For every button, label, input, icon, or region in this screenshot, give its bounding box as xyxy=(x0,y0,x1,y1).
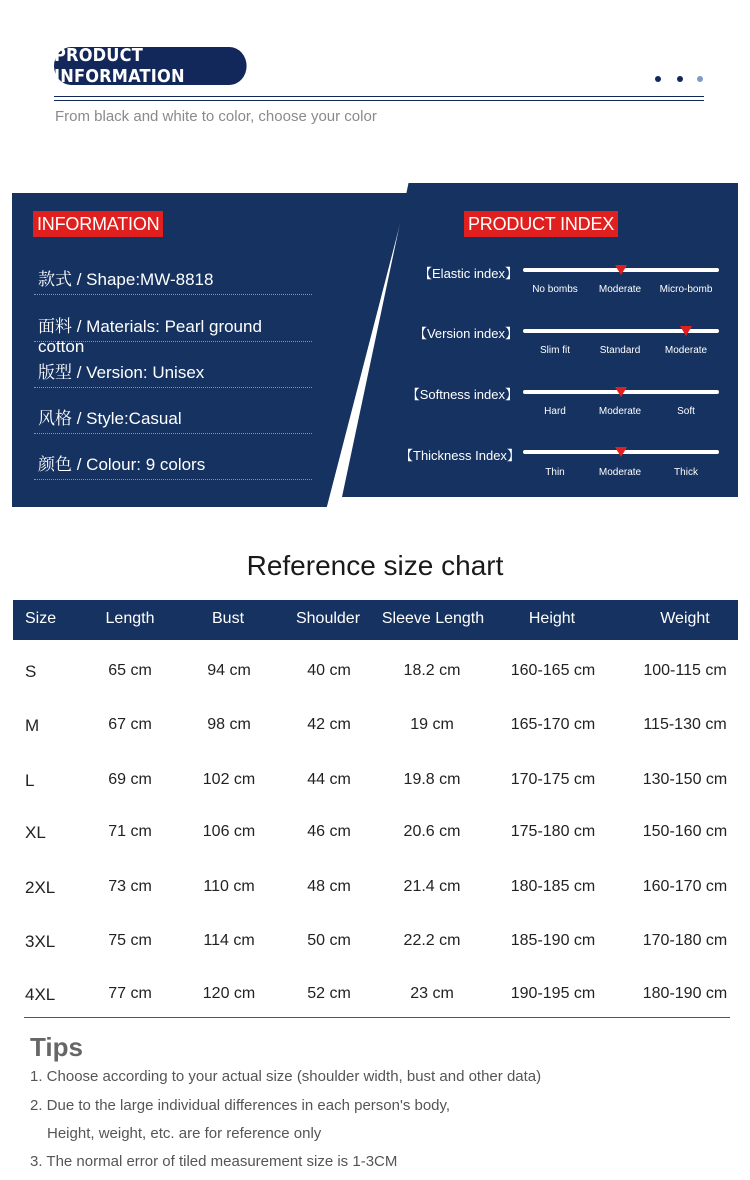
header-shoulder: Shoulder xyxy=(295,610,361,627)
cell-weight: 150-160 cm xyxy=(642,823,728,840)
cell-bust: 114 cm xyxy=(203,932,255,949)
cell-weight: 180-190 cm xyxy=(642,985,728,1002)
softness-scale-low: Hard xyxy=(544,406,566,417)
cell-length: 73 cm xyxy=(108,878,152,895)
cell-length: 75 cm xyxy=(108,932,152,949)
cell-size: S xyxy=(25,662,37,681)
decor-dot-2 xyxy=(677,76,683,82)
table-bottom-rule xyxy=(24,1017,730,1018)
cell-size: 2XL xyxy=(25,878,56,897)
cell-bust: 102 cm xyxy=(202,771,256,788)
information-tag: INFORMATION xyxy=(33,211,163,237)
cell-weight: 100-115 cm xyxy=(643,662,727,679)
tip-line-2-cont: Height, weight, etc. are for reference only xyxy=(47,1125,322,1142)
cell-shoulder: 42 cm xyxy=(307,716,351,733)
softness-scale-mid: Moderate xyxy=(598,406,642,417)
elastic-index-marker xyxy=(615,265,627,275)
cell-sleeve-length: 20.6 cm xyxy=(403,823,461,840)
softness-index-label: 【Softness index】 xyxy=(406,387,518,402)
cell-shoulder: 44 cm xyxy=(307,771,351,788)
size-chart-title: Reference size chart xyxy=(246,550,504,581)
version-index-label: 【Version index】 xyxy=(413,326,518,341)
cell-weight: 115-130 cm xyxy=(643,716,727,733)
thickness-scale-high: Thick xyxy=(674,467,698,478)
cell-shoulder: 40 cm xyxy=(307,662,351,679)
product-index-tag: PRODUCT INDEX xyxy=(464,211,618,237)
decor-dot-1 xyxy=(655,76,661,82)
header-sleeve-length: Sleeve Length xyxy=(381,610,485,627)
softness-scale-high: Soft xyxy=(677,406,695,417)
cell-shoulder: 50 cm xyxy=(307,932,351,949)
cell-length: 65 cm xyxy=(108,662,152,679)
tip-line-2: 2. Due to the large individual differences in each person's body, xyxy=(30,1097,451,1114)
info-row-materials: 面料 / Materials: Pearl ground cotton xyxy=(38,317,262,356)
cell-weight: 170-180 cm xyxy=(642,932,728,949)
cell-length: 71 cm xyxy=(108,823,152,840)
tips-title: Tips xyxy=(30,1032,83,1062)
cell-size: L xyxy=(25,771,35,790)
cell-bust: 94 cm xyxy=(207,662,251,679)
cell-height: 190-195 cm xyxy=(510,985,596,1002)
cell-height: 170-175 cm xyxy=(510,771,596,788)
cell-bust: 98 cm xyxy=(207,716,251,733)
cell-bust: 120 cm xyxy=(202,985,256,1002)
cell-bust: 106 cm xyxy=(202,823,256,840)
info-row-shape: 款式 / Shape:MW-8818 xyxy=(38,270,214,289)
cell-size: 3XL xyxy=(25,932,56,951)
section-title-badge: PRODUCT INFORMATION xyxy=(54,47,247,85)
thickness-scale-low: Thin xyxy=(545,467,565,478)
softness-index-marker xyxy=(615,387,627,397)
elastic-scale-mid: Moderate xyxy=(598,284,642,295)
info-divider xyxy=(34,479,312,480)
header-weight: Weight xyxy=(660,610,710,627)
cell-sleeve-length: 19 cm xyxy=(410,716,454,733)
cell-height: 180-185 cm xyxy=(510,878,596,895)
thickness-scale-mid: Moderate xyxy=(598,467,642,478)
cell-weight: 130-150 cm xyxy=(642,771,728,788)
version-scale-mid: Standard xyxy=(599,345,641,356)
info-divider xyxy=(34,433,312,434)
cell-size: 4XL xyxy=(25,985,56,1004)
version-index-marker xyxy=(680,326,692,336)
info-row-colour: 颜色 / Colour: 9 colors xyxy=(38,455,206,474)
decor-dot-3 xyxy=(697,76,703,82)
cell-sleeve-length: 21.4 cm xyxy=(403,878,461,895)
cell-height: 175-180 cm xyxy=(510,823,596,840)
version-scale-low: Slim fit xyxy=(540,345,570,356)
cell-height: 185-190 cm xyxy=(510,932,596,949)
header-size: Size xyxy=(25,610,57,627)
cell-weight: 160-170 cm xyxy=(642,878,728,895)
cell-sleeve-length: 22.2 cm xyxy=(403,932,461,949)
info-divider xyxy=(34,387,312,388)
header-divider-bottom xyxy=(54,100,704,101)
header-subtitle: From black and white to color, choose your color xyxy=(55,108,377,125)
cell-size: M xyxy=(25,716,40,735)
elastic-index-label: 【Elastic index】 xyxy=(419,266,518,281)
header-height: Height xyxy=(528,610,576,627)
info-row-style: 风格 / Style:Casual xyxy=(38,409,182,428)
cell-sleeve-length: 23 cm xyxy=(410,985,454,1002)
tip-line-1: 1. Choose according to your actual size (shoulder width, bust and other data) xyxy=(30,1068,542,1085)
header-length: Length xyxy=(105,610,155,627)
thickness-index-label: 【Thickness Index】 xyxy=(400,448,520,463)
cell-shoulder: 46 cm xyxy=(307,823,351,840)
cell-length: 69 cm xyxy=(108,771,152,788)
cell-size: XL xyxy=(25,823,46,842)
cell-length: 77 cm xyxy=(108,985,152,1002)
cell-sleeve-length: 18.2 cm xyxy=(403,662,461,679)
tip-line-3: 3. The normal error of tiled measurement size is 1-3CM xyxy=(30,1153,398,1170)
version-scale-high: Moderate xyxy=(664,345,708,356)
elastic-scale-high: Micro-bomb xyxy=(659,284,713,295)
info-row-version: 版型 / Version: Unisex xyxy=(38,363,205,382)
elastic-scale-low: No bombs xyxy=(532,284,578,295)
cell-length: 67 cm xyxy=(108,716,152,733)
info-divider xyxy=(34,294,312,295)
cell-sleeve-length: 19.8 cm xyxy=(403,771,461,788)
thickness-index-marker xyxy=(615,447,627,457)
header-divider-top xyxy=(54,96,704,97)
cell-height: 160-165 cm xyxy=(510,662,596,679)
info-divider xyxy=(34,341,312,342)
cell-height: 165-170 cm xyxy=(510,716,596,733)
cell-shoulder: 52 cm xyxy=(307,985,351,1002)
cell-shoulder: 48 cm xyxy=(307,878,351,895)
cell-bust: 110 cm xyxy=(203,878,255,895)
header-bust: Bust xyxy=(211,610,245,627)
